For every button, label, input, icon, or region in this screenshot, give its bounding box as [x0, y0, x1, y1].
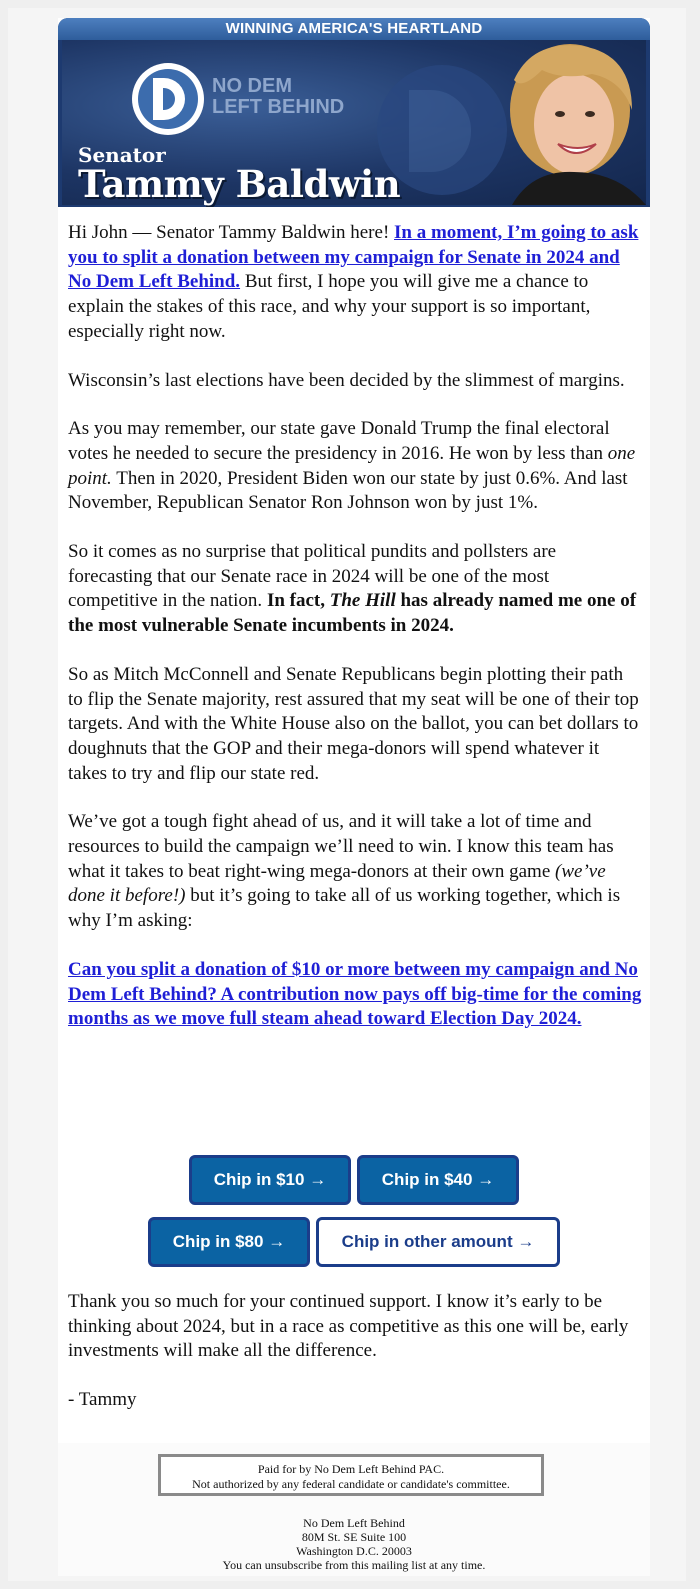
org-name: No Dem Left Behind — [303, 1516, 405, 1530]
publication-name: The Hill — [329, 590, 396, 612]
footer — [58, 1443, 650, 1576]
header-banner — [58, 18, 650, 207]
unsubscribe-note: You can unsubscribe from this mailing list at any time. — [222, 1558, 486, 1572]
brand-line-2: LEFT BEHIND — [212, 96, 345, 118]
signoff: - Tammy — [68, 1389, 137, 1411]
paragraph-cta — [68, 958, 642, 1032]
paragraph-thanks: Thank you so much for your continued support. I know it’s early to be thinking about 2024, but in a race as competitive as this one will be, early investments will make all the difference. — [68, 1291, 629, 1362]
intro-continuation: But first, I hope you will give me a chance to explain the stakes of this race, and why your support is so important, especially right now. — [68, 271, 591, 342]
banner-tagline: WINNING AMERICA'S HEARTLAND — [58, 18, 650, 40]
fight-emphasis: (we’ve done it before!) — [68, 860, 606, 907]
title-small: Senator — [78, 143, 166, 167]
bold-part-2: has already named me one of the most vulnerable Senate incumbents in 2024. — [68, 590, 637, 637]
fight-text-a: We’ve got a tough fight ahead of us, and it will take a lot of time and resources to build the campaign we’ll need to win. I know this team has what it takes to beat right-wing mega-donors at their own game — [68, 811, 614, 882]
paragraph-intro — [68, 221, 642, 345]
paragraph-fight — [68, 810, 642, 934]
paragraph-wisconsin: Wisconsin’s last elections have been decided by the slimmest of margins. — [68, 369, 625, 391]
city-address: Washington D.C. 20003 — [296, 1544, 412, 1558]
chip-in-80-button[interactable]: Chip in $80 → — [148, 1217, 310, 1267]
email-background — [8, 8, 686, 1581]
brand-name — [212, 76, 344, 118]
brand-line-1: NO DEM — [212, 75, 292, 97]
letter-closing — [68, 1290, 642, 1437]
paragraph-competitive — [68, 540, 642, 639]
chip-in-10-button[interactable]: Chip in $10 → — [189, 1155, 351, 1205]
history-text-a: As you may remember, our state gave Donald Trump the final electoral votes he needed to secure the presidency in 2016. He won by less than — [68, 418, 610, 464]
paid-for-text: Paid for by No Dem Left Behind PAC. — [257, 1462, 445, 1476]
intro-donate-link[interactable]: In a moment, I’m going to ask you to split a donation between my campaign for Senate in 2024 and No Dem Left Behind. — [68, 222, 639, 293]
chip-in-other-button[interactable]: Chip in other amount → — [316, 1217, 560, 1267]
cta-donate-link[interactable]: Can you split a donation of $10 or more between my campaign and No Dem Left Behind? A contribution now pays off big-time for the coming months as we move full steam ahead toward Election Day 2024. — [68, 958, 642, 1030]
fight-text-b: but it’s going to take all of us working together, which is why I’m asking: — [68, 885, 621, 932]
mailing-address — [58, 1516, 650, 1572]
logo-icon — [132, 63, 204, 135]
donate-buttons-row-1 — [58, 1155, 650, 1205]
paragraph-history — [68, 417, 642, 516]
disclaimer-box — [158, 1454, 544, 1496]
not-authorized-text: Not authorized by any federal candidate or candidate's committee. — [192, 1477, 510, 1491]
email-card — [58, 18, 650, 1576]
competitive-text: So it comes as no surprise that political pundits and pollsters are forecasting that our Senate race in 2024 will be one of the most competitive in the nation. — [68, 541, 557, 612]
donate-buttons-row-2 — [58, 1217, 650, 1267]
chip-in-40-button[interactable]: Chip in $40 → — [357, 1155, 519, 1205]
banner-image — [62, 40, 646, 205]
letter-body — [68, 221, 642, 1056]
intro-greeting: Hi John — Senator Tammy Baldwin here! — [68, 222, 395, 243]
history-emphasis: one point. — [68, 442, 636, 489]
paragraph-targets: So as Mitch McConnell and Senate Republicans begin plotting their path to flip the Senate majority, rest assured that my seat will be one of their top targets. And with the White House also on the ballot, you can bet dollars to doughnuts that the GOP and their mega-donors will spend whatever it takes to try and flip our state red. — [68, 663, 639, 784]
title-name: Tammy Baldwin — [78, 162, 401, 206]
street-address: 80M St. SE Suite 100 — [301, 1530, 407, 1544]
bold-part-1: In fact, — [266, 590, 330, 612]
history-text-b: Then in 2020, President Biden won our state by just 0.6%. And last November, Republican Senator Ron Johnson won by just 1%. — [68, 467, 628, 514]
senator-portrait — [492, 40, 646, 205]
